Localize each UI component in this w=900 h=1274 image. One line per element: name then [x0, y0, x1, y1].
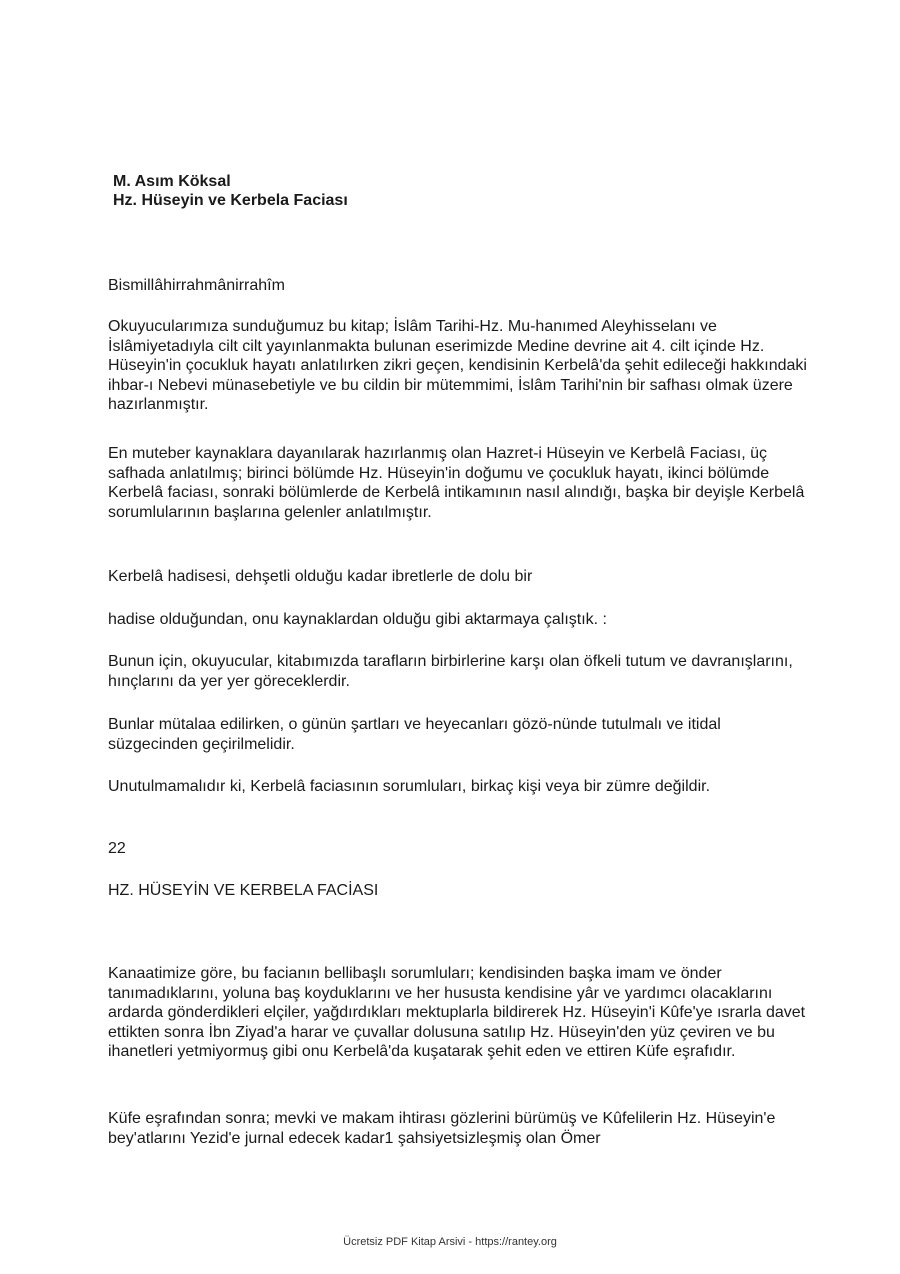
paragraph-kerbela-line2: hadise olduğundan, onu kaynaklardan olduğu gibi aktarmaya çalıştık. : [108, 611, 607, 628]
paragraph-kerbela-line1: Kerbelâ hadisesi, dehşetli olduğu kadar ibretlerle de dolu bir [108, 568, 533, 585]
author-name: M. Asım Köksal [113, 173, 231, 190]
paragraph-opinion: Kanaatimize göre, bu facianın bellibaşlı sorumluları; kendisinden başka imam ve önder tanımadıklarını, yoluna baş koyduklarını ve her hususta kendisine yâr ve yardımcı olacaklarını ardarda gönderdikleri elçiler, yağdırdıkları mektuplarla bildirerek Hz. Hüseyin'i Kûfe'ye ısrarla davet ettikten sonra İbn Ziyad'a harar ve çuvallar dolusuna satılıp Hz. Hüseyin'den yüz çeviren ve bu ihanetleri yetmiyormuş gibi onu Kerbelâ'da kuşatarak şehit eden ve ettiren Küfe eşrafıdır. [108, 965, 806, 1060]
paragraph-sources: En muteber kaynaklara dayanılarak hazırlanmış olan Hazret-i Hüseyin ve Kerbelâ Faciası, üç safhada anlatılmış; birinci bölümde Hz. Hüseyin'in doğumu ve çocukluk hayatı, ikinci bölümde Kerbelâ faciası, sonraki bölümlerde de Kerbelâ intikamının nasıl alındığı, başka bir deyişle Kerbelâ sorumlularının başlarına gelenler anlatılmıştır. [108, 445, 805, 521]
basmala: Bismillâhirrahmânirrahîm [108, 277, 285, 294]
paragraph-kufe: Küfe eşrafından sonra; mevki ve makam ihtirası gözlerini bürümüş ve Kûfelilerin Hz. Hüseyin'e bey'atlarını Yezid'e jurnal edecek kadar1 şahsiyetsizleşmiş olan Ömer [108, 1110, 776, 1147]
paragraph-evaluation: Bunlar mütalaa edilirken, o günün şartları ve heyecanları gözö-nünde tutulmalı ve itidal süzgecinden geçirilmelidir. [108, 716, 721, 753]
page-number: 22 [108, 840, 126, 857]
document-header [113, 172, 348, 210]
paragraph-intro: Okuyucularımıza sunduğumuz bu kitap; İslâm Tarihi-Hz. Mu-hanımed Aleyhisselanı ve İslâmiyetadıyla cilt cilt yayınlanmakta bulunan eserimizde Medine devrine ait 4. cilt içinde Hz. Hüseyin'in çocukluk hayatı anlatılırken zikri geçen, kendisinin Kerbelâ'da şehit edileceği hakkındaki ihbar-ı Nebevi münasebetiyle ve bu cildin bir mütemmimi, İslâm Tarihi'nin bir safhası olmak üzere hazırlanmıştır. [108, 318, 807, 413]
book-title: Hz. Hüseyin ve Kerbela Faciası [113, 192, 348, 209]
running-header: HZ. HÜSEYİN VE KERBELA FACİASI [108, 882, 379, 899]
paragraph-readers: Bunun için, okuyucular, kitabımızda tarafların birbirlerine karşı olan öfkeli tutum ve davranışlarını, hınçlarını da yer yer göreceklerdir. [108, 653, 793, 690]
paragraph-responsibles: Unutulmamalıdır ki, Kerbelâ faciasının sorumluları, birkaç kişi veya bir zümre değildir. [108, 778, 711, 795]
footer-text: Ücretsiz PDF Kitap Arsivi - https://rantey.org [343, 1236, 557, 1248]
